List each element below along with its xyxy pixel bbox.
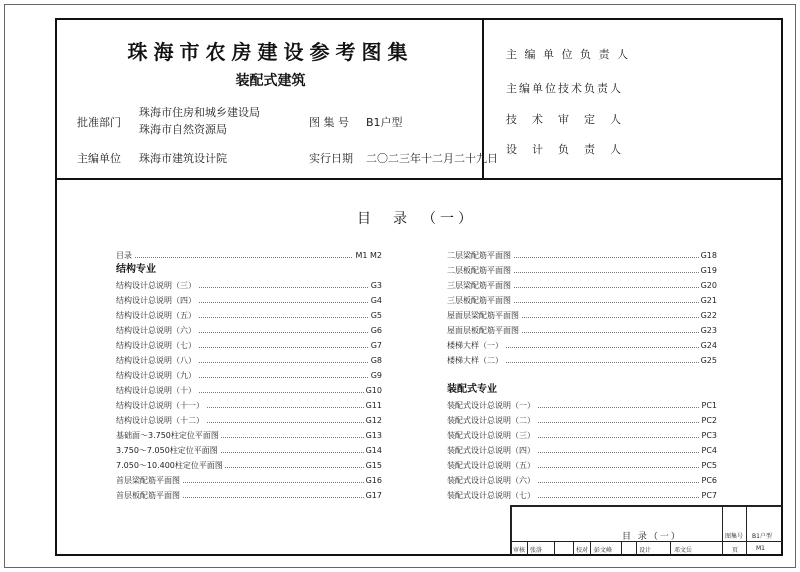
atlas-no-value: B1户型 xyxy=(366,116,403,129)
toc-entry-code: G15 xyxy=(364,458,382,473)
toc-entry-code: G21 xyxy=(699,293,717,308)
toc-entry-label: 7.050～10.400柱定位平面图 xyxy=(116,458,225,473)
title-block-atlas-label: 图集号 xyxy=(725,533,744,540)
design-label: 设计 xyxy=(639,547,652,554)
toc-entry xyxy=(116,368,382,383)
toc-right-column xyxy=(447,248,717,503)
toc-entry-label: 楼梯大样（一） xyxy=(447,338,505,353)
toc-entry xyxy=(116,458,382,473)
toc-entry xyxy=(447,248,717,263)
toc-entry-code: G23 xyxy=(699,323,717,338)
toc-entry xyxy=(447,308,717,323)
toc-entry xyxy=(447,458,717,473)
toc-entry-code: G3 xyxy=(369,278,382,293)
effective-date-value: 二〇二三年十二月二十九日 xyxy=(366,152,498,165)
toc-entry-code: G11 xyxy=(364,398,382,413)
toc-entry-label: 首层梁配筋平面图 xyxy=(116,473,182,488)
toc-entry-label: 结构设计总说明（八） xyxy=(116,353,198,368)
toc-entry-label: 屋面层板配筋平面图 xyxy=(447,323,521,338)
toc-entry-label: 装配式设计总说明（三） xyxy=(447,428,537,443)
toc-entry-code: G10 xyxy=(364,383,382,398)
toc-section-heading: 结构专业 xyxy=(116,264,156,275)
toc-entry-label: 装配式设计总说明（六） xyxy=(447,473,537,488)
title-block xyxy=(510,505,782,555)
editor-label: 主编单位 xyxy=(77,152,121,165)
atlas-subtitle: 装配式建筑 xyxy=(235,73,306,89)
toc-entry xyxy=(116,248,382,263)
toc-entry-code: G14 xyxy=(364,443,382,458)
toc-entry-label: 装配式设计总说明（二） xyxy=(447,413,537,428)
toc-entry-code: G4 xyxy=(369,293,382,308)
toc-entry-code: G24 xyxy=(699,338,717,353)
toc-entry-label: 楼梯大样（二） xyxy=(447,353,505,368)
toc-entry-label: 装配式设计总说明（一） xyxy=(447,398,537,413)
toc-entry xyxy=(447,443,717,458)
toc-entry-code: G16 xyxy=(364,473,382,488)
drawing-frame xyxy=(55,18,783,556)
design-name: 邓文岳 xyxy=(674,547,693,554)
toc-section-heading: 装配式专业 xyxy=(447,384,497,395)
toc-entry-code: G7 xyxy=(369,338,382,353)
toc-entry xyxy=(447,413,717,428)
toc-entry-label: 结构设计总说明（十二） xyxy=(116,413,206,428)
toc-entry-code: PC3 xyxy=(700,428,718,443)
title-block-title: 目 录（一） xyxy=(622,532,682,542)
toc-entry-label: 结构设计总说明（九） xyxy=(116,368,198,383)
toc-entry xyxy=(447,278,717,293)
toc-heading: 目 录 （一） xyxy=(357,211,476,227)
toc-entry-code: G17 xyxy=(364,488,382,503)
toc-entry xyxy=(447,398,717,413)
toc-entry-label: 基础面～3.750柱定位平面图 xyxy=(116,428,221,443)
toc-entry xyxy=(447,473,717,488)
toc-entry-code: M1 M2 xyxy=(353,248,382,263)
toc-left-column xyxy=(116,248,382,503)
review-signature: 张洛 xyxy=(530,547,543,554)
toc-entry-label: 装配式设计总说明（七） xyxy=(447,488,537,503)
toc-entry xyxy=(116,413,382,428)
toc-entry-label: 结构设计总说明（六） xyxy=(116,323,198,338)
toc-entry xyxy=(116,353,382,368)
toc-entry-label: 3.750～7.050柱定位平面图 xyxy=(116,443,220,458)
approval-value-2: 珠海市自然资源局 xyxy=(139,123,227,136)
toc-entry xyxy=(116,488,382,503)
toc-entry-code: G5 xyxy=(369,308,382,323)
toc-entry xyxy=(447,293,717,308)
toc-entry-label: 目录 xyxy=(116,248,134,263)
toc-entry xyxy=(447,488,717,503)
atlas-title: 珠海市农房建设参考图集 xyxy=(127,40,414,64)
toc-entry-label: 结构设计总说明（五） xyxy=(116,308,198,323)
toc-entry xyxy=(116,278,382,293)
toc-entry xyxy=(447,338,717,353)
technical-reviewer: 技 术 审 定 人 xyxy=(506,113,623,126)
chief-editor-tech-head: 主编单位技术负责人 xyxy=(506,82,623,95)
toc-entry-label: 三层板配筋平面图 xyxy=(447,293,513,308)
toc-entry-code: G22 xyxy=(699,308,717,323)
toc-entry-code: G8 xyxy=(369,353,382,368)
toc-entry-label: 三层梁配筋平面图 xyxy=(447,278,513,293)
toc-entry-label: 结构设计总说明（七） xyxy=(116,338,198,353)
toc-entry-code: G13 xyxy=(364,428,382,443)
toc-spacer xyxy=(447,368,717,383)
header-right-panel xyxy=(486,20,781,178)
toc-entry-label: 装配式设计总说明（四） xyxy=(447,443,537,458)
toc-entry-code: G6 xyxy=(369,323,382,338)
toc-entry-code: PC4 xyxy=(700,443,718,458)
approval-label: 批准部门 xyxy=(77,116,121,129)
toc-entry-code: PC6 xyxy=(700,473,718,488)
toc-entry-code: PC7 xyxy=(700,488,718,503)
toc-entry-label: 结构设计总说明（十） xyxy=(116,383,198,398)
atlas-no-label: 图 集 号 xyxy=(309,116,349,129)
toc-entry xyxy=(116,383,382,398)
toc-entry-label: 二层梁配筋平面图 xyxy=(447,248,513,263)
toc-entry-label: 装配式设计总说明（五） xyxy=(447,458,537,473)
toc-entry-code: PC2 xyxy=(700,413,718,428)
editor-value: 珠海市建筑设计院 xyxy=(139,152,227,165)
toc-entry-code: PC5 xyxy=(700,458,718,473)
toc-entry-label: 结构设计总说明（三） xyxy=(116,278,198,293)
toc-entry xyxy=(447,263,717,278)
toc-entry-code: G12 xyxy=(364,413,382,428)
toc-entry-code: G9 xyxy=(369,368,382,383)
page-label: 页 xyxy=(732,547,739,554)
check-label: 校对 xyxy=(576,547,589,554)
toc-entry xyxy=(116,338,382,353)
toc-entry-label: 屋面层梁配筋平面图 xyxy=(447,308,521,323)
toc-entry xyxy=(447,428,717,443)
toc-entry-code: PC1 xyxy=(700,398,718,413)
toc-entry xyxy=(116,443,382,458)
toc-entry xyxy=(116,323,382,338)
design-head: 设 计 负 责 人 xyxy=(506,143,623,156)
toc-entry xyxy=(116,308,382,323)
chief-editor-unit-head: 主 编 单 位 负 责 人 xyxy=(506,48,630,61)
title-block-atlas-value: B1户型 xyxy=(752,533,772,540)
header-left-panel xyxy=(57,20,498,178)
toc-entry-code: G19 xyxy=(699,263,717,278)
header-block xyxy=(57,20,781,180)
review-label: 审核 xyxy=(513,547,526,554)
effective-date-label: 实行日期 xyxy=(309,152,353,165)
toc-entry-code: G20 xyxy=(699,278,717,293)
toc-entry xyxy=(116,428,382,443)
toc-entry-label: 结构设计总说明（十一） xyxy=(116,398,206,413)
toc-entry xyxy=(116,293,382,308)
toc-entry xyxy=(447,323,717,338)
approval-value-1: 珠海市住房和城乡建设局 xyxy=(139,106,260,119)
toc-entry-code: G18 xyxy=(699,248,717,263)
check-name: 彭文峰 xyxy=(594,547,613,554)
page-value: M1 xyxy=(756,545,765,552)
toc-entry-code: G25 xyxy=(699,353,717,368)
toc-entry-label: 结构设计总说明（四） xyxy=(116,293,198,308)
toc-entry xyxy=(116,473,382,488)
toc-entry xyxy=(116,398,382,413)
toc-entry-label: 首层板配筋平面图 xyxy=(116,488,182,503)
toc-entry-label: 二层板配筋平面图 xyxy=(447,263,513,278)
toc-leader-dots xyxy=(116,257,382,258)
toc-entry xyxy=(447,353,717,368)
